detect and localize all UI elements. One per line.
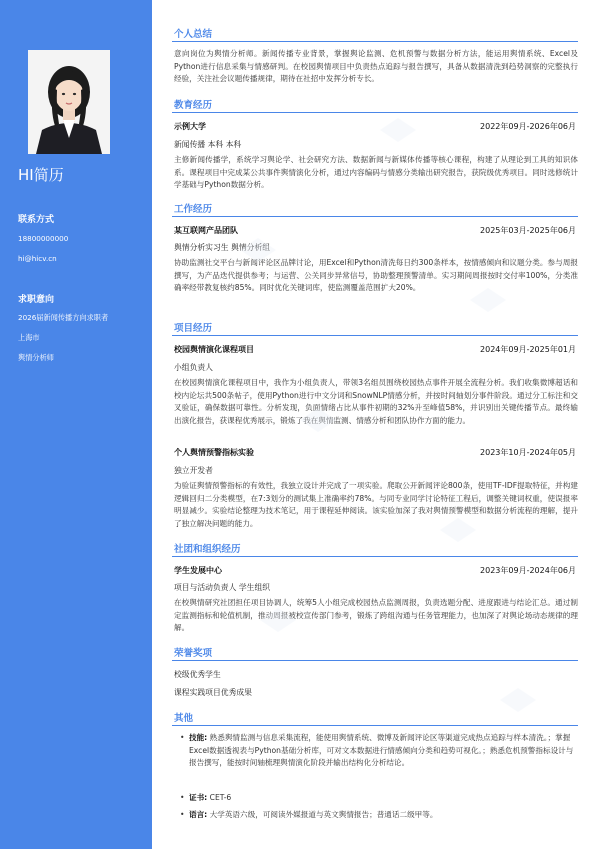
main-content xyxy=(152,0,600,849)
section-rule xyxy=(172,216,578,217)
summary-text: 意向岗位为舆情分析师。新闻传播专业背景，掌握舆论监测、危机预警与数据分析方法，能运用舆情系统、Excel及Python进行信息采集与情感研判。在校园舆情项目中负责热点追踪与报告撰写，具备从数据清洗到趋势洞察的完整执行经验，关注社会议题传播规律，期待在社招中发挥分析专长。 xyxy=(174,49,578,84)
section-title-work: 工作经历 xyxy=(174,204,213,215)
other-item-language xyxy=(180,809,580,822)
project-role: 小组负责人 xyxy=(174,363,213,372)
other-item-label: 证书: xyxy=(189,793,208,802)
email-address: hi@hicv.cn xyxy=(18,254,57,263)
education-major: 新闻传播 本科 本科 xyxy=(174,140,242,149)
award-item: 课程实践项目优秀成果 xyxy=(174,688,252,697)
contact-title: 联系方式 xyxy=(18,215,55,225)
campus-role: 项目与活动负责人 学生组织 xyxy=(174,583,271,592)
section-title-projects: 项目经历 xyxy=(174,323,213,334)
project-text: 为验证舆情预警指标的有效性，我独立设计并完成了一项实验。爬取公开新闻评论800条，使用TF-IDF提取特征，并构建逻辑回归二分类模型，在7:3划分的测试集上准确率约78%。与同专业同学讨论特征工程后，调整关键词权重，使误报率明显减少。实验结论整理为技术笔记，用于课程延伸阅读。该实验加深了我对舆情预警模型和数据分析流程的理解，提升了独立解决问题的能力。 xyxy=(174,481,578,528)
section-title-awards: 荣誉奖项 xyxy=(174,648,213,659)
section-title-summary: 个人总结 xyxy=(174,29,213,40)
profile-photo xyxy=(28,50,110,154)
section-rule xyxy=(172,112,578,113)
campus-date: 2023年09月-2024年06月 xyxy=(480,566,576,575)
section-rule xyxy=(172,41,578,42)
education-date: 2022年09月-2026年06月 xyxy=(480,122,576,131)
phone-number: 18800000000 xyxy=(18,234,69,243)
section-rule xyxy=(172,556,578,557)
other-item-label: 语言: xyxy=(189,810,208,819)
other-item-text: 大学英语六级，可阅读外媒报道与英文舆情报告；普通话二级甲等。 xyxy=(207,810,438,819)
candidate-name: HI简历 xyxy=(18,166,64,184)
school-name: 示例大学 xyxy=(174,122,206,131)
work-text: 协助监测社交平台与新闻评论区品牌讨论，用Excel和Python清洗每日约300条样本，按情感倾向和议题分类。参与周报撰写，为产品迭代提供参考；与运营、公关同步异常信号，协助整理预警清单。实习期间周报按时交付率100%，分类准确率经带教复核约85%。同时优化关键词库，使监测覆盖范围扩大20%。 xyxy=(174,258,578,293)
award-item: 校级优秀学生 xyxy=(174,670,221,679)
section-rule xyxy=(172,725,578,726)
project-date: 2023年10月-2024年05月 xyxy=(480,448,576,457)
other-item-certificate xyxy=(180,792,580,805)
other-item-skills xyxy=(180,732,580,770)
intent-title: 求职意向 xyxy=(18,295,55,305)
section-title-other: 其他 xyxy=(174,713,194,724)
project-role: 独立开发者 xyxy=(174,466,213,475)
work-role: 舆情分析实习生 舆情分析组 xyxy=(174,243,271,252)
section-title-campus: 社团和组织经历 xyxy=(174,544,241,555)
other-item-text: 熟悉舆情监测与信息采集流程，能使用舆情系统、微博及新闻评论区等渠道完成热点追踪与样本清洗。；掌握Excel数据透视表与Python基础分析库，可对文本数据进行情感倾向分类和趋势可视化。；熟悉危机预警指标设计与报告撰写，能按时间轴梳理舆情演化阶段并输出结构化分析结论。 xyxy=(189,733,574,768)
section-title-education: 教育经历 xyxy=(174,100,213,111)
project-name: 校园舆情演化课程项目 xyxy=(174,345,254,354)
work-date: 2025年03月-2025年06月 xyxy=(480,226,576,235)
intent-item: 舆情分析师 xyxy=(18,353,54,362)
other-item-label: 技能: xyxy=(189,733,208,742)
project-date: 2024年09月-2025年01月 xyxy=(480,345,576,354)
section-rule xyxy=(172,660,578,661)
company-name: 某互联网产品团队 xyxy=(174,226,238,235)
education-text: 主修新闻传播学，系统学习舆论学、社会研究方法、数据新闻与新媒体传播等核心课程，构建了从理论到工具的知识体系。课程项目中完成某公共事件舆情演化分析，通过内容编码与情感分类输出研究报告，获院级优秀项目。同时选修统计学基础与Python数据分析。 xyxy=(174,155,578,190)
intent-item: 2026届新闻传播方向求职者 xyxy=(18,313,109,322)
section-rule xyxy=(172,335,578,336)
other-item-text: CET-6 xyxy=(207,793,232,802)
intent-item: 上海市 xyxy=(18,333,40,342)
project-name: 个人舆情预警指标实验 xyxy=(174,448,254,457)
sidebar xyxy=(0,0,152,849)
campus-text: 在校舆情研究社团担任项目协调人，统筹5人小组完成校园热点监测周报，负责选题分配、进度跟进与结论汇总。通过制定监测指标和轮值机制，推动周报被校宣传部门参考，锻炼了跨组沟通与任务管理能力，也加深了对舆论场动态规律的理解。 xyxy=(174,598,578,633)
org-name: 学生发展中心 xyxy=(174,566,222,575)
project-text: 在校园舆情演化课程项目中，我作为小组负责人，带领3名组员围绕校园热点事件开展全流程分析。我们收集微博超话和校内论坛共500条帖子，使用Python进行中文分词和SnowNLP情感分析，并按时间轴划分事件阶段。通过分工标注和交叉验证，确保数据可靠性。分析发现，负面情绪占比从事件初期的32%升至峰值58%，并识别出关键传播节点。最终输出演化报告，获课程优秀展示，锻炼了我在舆情监测、情感分析和团队协作方面的能力。 xyxy=(174,378,578,425)
